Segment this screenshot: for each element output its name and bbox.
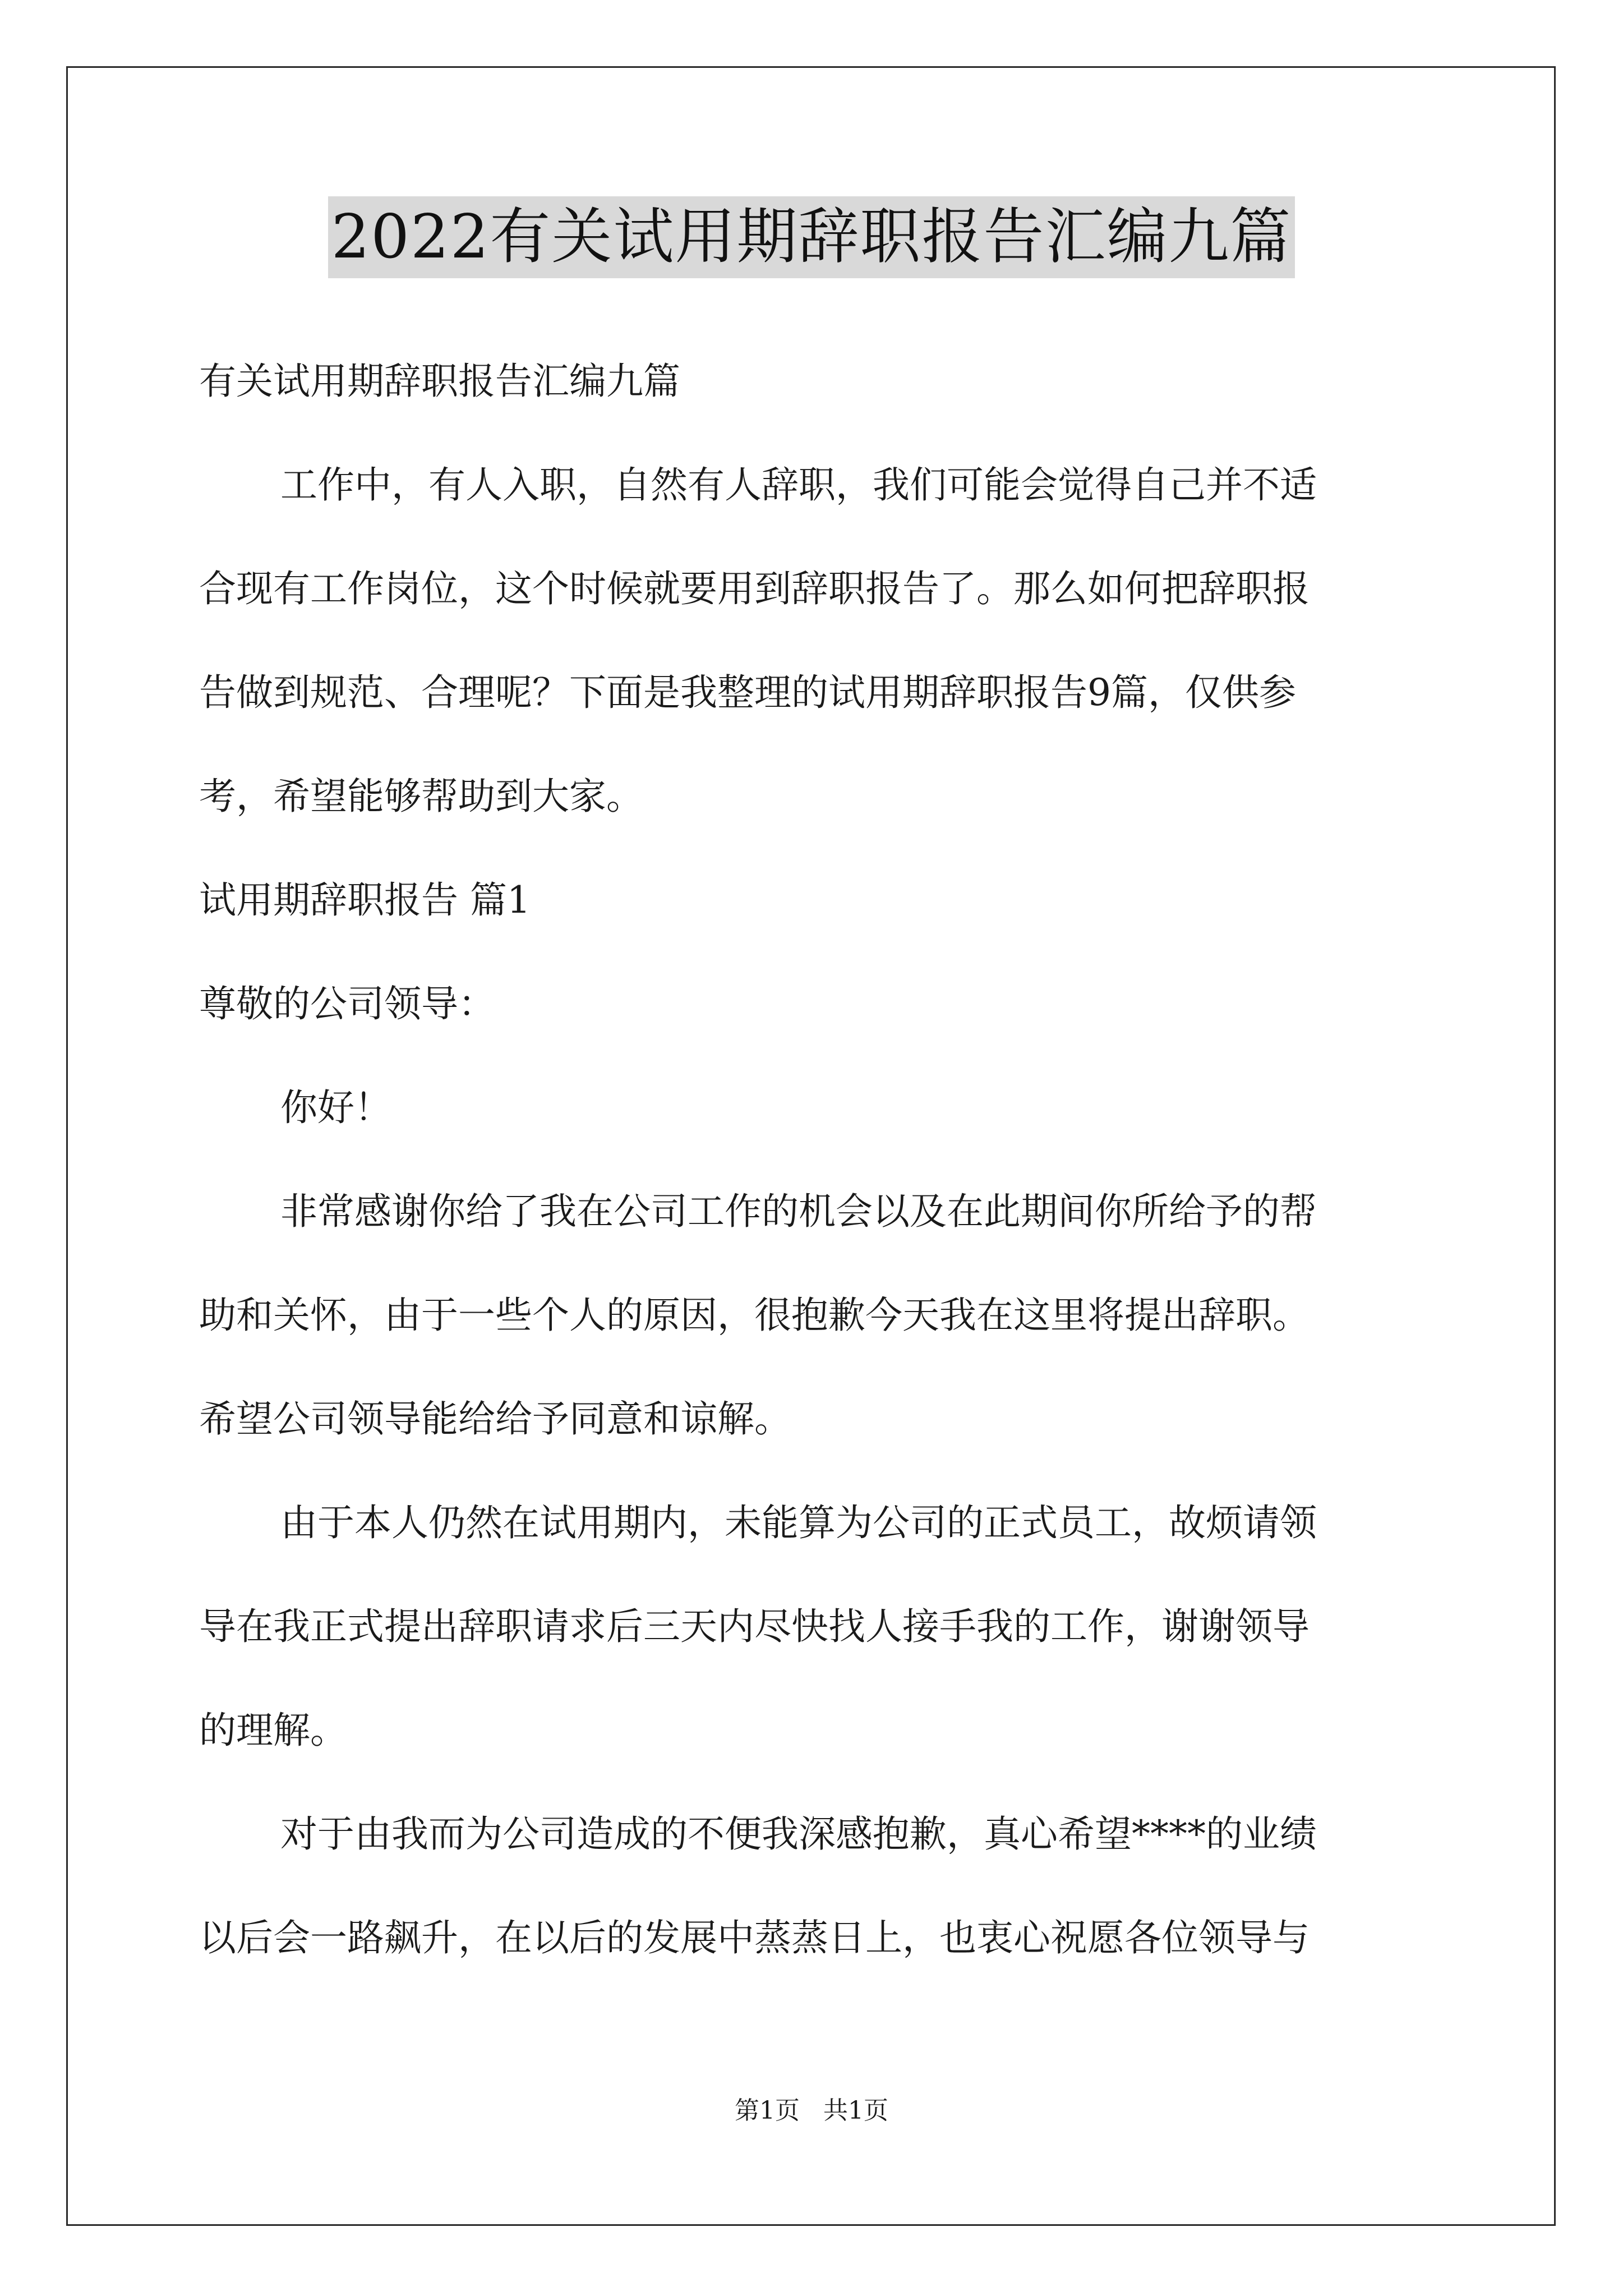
paragraph-line: 的理解。: [199, 1709, 347, 1752]
paragraph-line: 由于本人仍然在试用期内，未能算为公司的正式员工，故烦请领: [280, 1501, 1317, 1544]
document-title: 2022有关试用期辞职报告汇编九篇: [328, 196, 1295, 278]
greeting-line: 你好！: [280, 1086, 391, 1129]
paragraph-line: 非常感谢你给了我在公司工作的机会以及在此期间你所给予的帮: [280, 1190, 1317, 1233]
paragraph-line: 以后会一路飙升，在以后的发展中蒸蒸日上，也衷心祝愿各位领导与: [199, 1916, 1310, 1959]
subtitle-line: 有关试用期辞职报告汇编九篇: [199, 360, 680, 403]
paragraph-line: 导在我正式提出辞职请求后三天内尽快找人接手我的工作，谢谢领导: [199, 1605, 1310, 1648]
section-heading: 试用期辞职报告 篇1: [199, 878, 531, 922]
salutation-line: 尊敬的公司领导：: [199, 982, 495, 1025]
title-container: [0, 196, 1623, 278]
paragraph-line: 工作中，有人入职，自然有人辞职，我们可能会觉得自己并不适: [280, 463, 1317, 507]
paragraph-line: 希望公司领导能给给予同意和谅解。: [199, 1397, 791, 1441]
paragraph-line: 助和关怀，由于一些个人的原因，很抱歉今天我在这里将提出辞职。: [199, 1294, 1310, 1337]
paragraph-line: 合现有工作岗位，这个时候就要用到辞职报告了。那么如何把辞职报: [199, 567, 1310, 610]
page-footer: [0, 2095, 1623, 2127]
paragraph-line: 告做到规范、合理呢？下面是我整理的试用期辞职报告9篇，仅供参: [199, 671, 1296, 714]
paragraph-line: 对于由我而为公司造成的不便我深感抱歉，真心希望****的业绩: [280, 1812, 1317, 1856]
page-number: 第1页 共1页: [735, 2096, 888, 2125]
paragraph-line: 考，希望能够帮助到大家。: [199, 775, 643, 818]
